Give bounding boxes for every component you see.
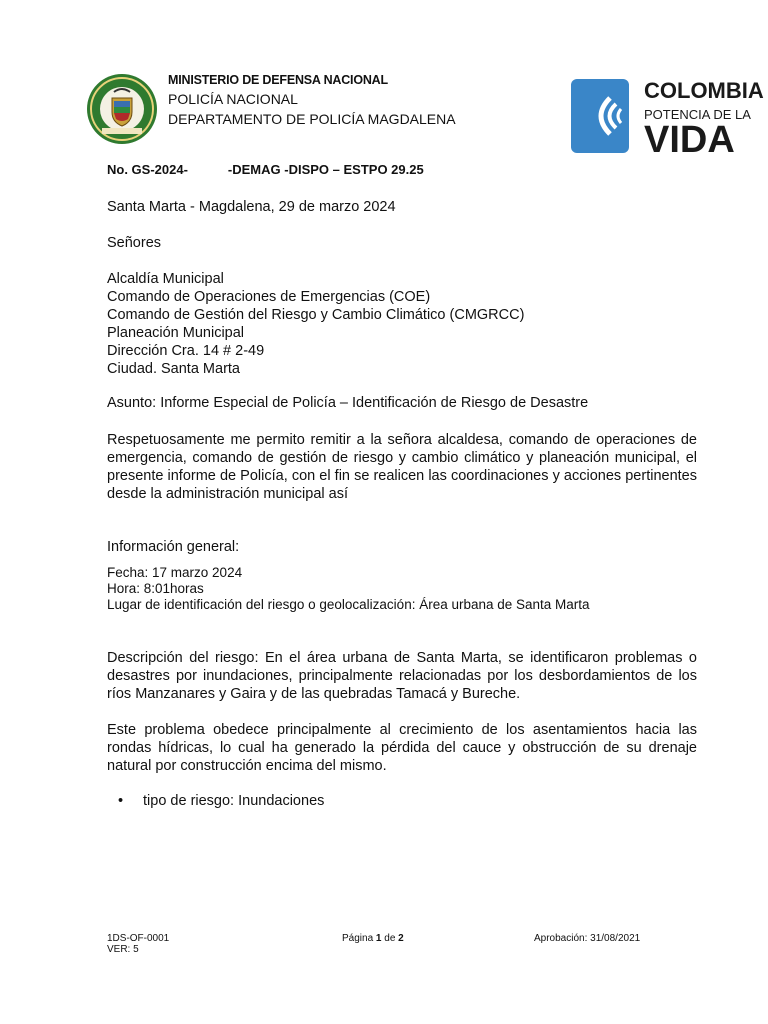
page-prefix: Página xyxy=(342,933,374,944)
logo-line-3: VIDA xyxy=(644,119,735,161)
general-info-title: Información general: xyxy=(107,539,240,555)
cause-paragraph: Este problema obedece principalmente al crecimiento de los asentamientos hacia las rondas hídricas, lo cual ha generado la pérdida del cauce y obstrucción de su drenaje natural por construcción encima del mismo. xyxy=(107,722,697,774)
recipient-line: Comando de Operaciones de Emergencias (COE) xyxy=(107,289,431,305)
info-date: Fecha: 17 marzo 2024 xyxy=(107,565,243,580)
police-seal xyxy=(84,72,160,146)
page-of: de xyxy=(384,933,396,944)
ref-code: -DEMAG -DISPO – ESTPO 29.25 xyxy=(227,162,424,177)
logo-line-2: POTENCIA DE LA xyxy=(644,107,751,122)
risk-type: tipo de riesgo: Inundaciones xyxy=(143,793,325,809)
approval-date: Aprobación: 31/08/2021 xyxy=(534,933,641,944)
page-current: 1 xyxy=(375,933,382,944)
colombia-potencia-logo xyxy=(570,76,764,161)
logo-line-1: COLOMBIA xyxy=(644,78,764,103)
intro-paragraph: Respetuosamente me permito remitir a la señora alcaldesa, comando de operaciones de emergencia, comando de gestión de riesgo y cambio climático y planeación municipal, el presente informe de Policía, con el fin se realicen las coordinaciones y acciones pertinentes desde la administración municipal así xyxy=(107,432,697,502)
ministry-name: MINISTERIO DE DEFENSA NACIONAL xyxy=(168,73,388,87)
form-code: 1DS-OF-0001 xyxy=(107,933,170,944)
recipients-block xyxy=(107,270,697,378)
recipient-line: Ciudad. Santa Marta xyxy=(107,361,240,377)
place-date: Santa Marta - Magdalena, 29 de marzo 2024 xyxy=(107,199,396,215)
reference-number xyxy=(107,162,424,177)
info-location: Lugar de identificación del riesgo o geolocalización: Área urbana de Santa Marta xyxy=(107,597,590,612)
footer-code-block xyxy=(107,933,169,955)
risk-description: Descripción del riesgo: En el área urbana de Santa Marta, se identificaron problemas o desastres por inundaciones, principalmente relacionadas por los desbordamientos de los ríos Manzanares y Gaira y de las quebradas Tamacá y Bureche. xyxy=(107,650,697,702)
page-indicator xyxy=(342,933,404,944)
bullet-icon: • xyxy=(118,793,124,809)
page-total: 2 xyxy=(398,933,404,944)
institution-name: POLICÍA NACIONAL xyxy=(168,91,298,107)
ref-number: No. GS-2024- xyxy=(107,162,188,177)
risk-type-item xyxy=(118,793,324,809)
recipient-line: Comando de Gestión del Riesgo y Cambio Climático (CMGRCC) xyxy=(107,307,525,323)
subject-line: Asunto: Informe Especial de Policía – Identificación de Riesgo de Desastre xyxy=(107,395,589,411)
recipient-line: Alcaldía Municipal xyxy=(107,271,224,287)
recipient-line: Dirección Cra. 14 # 2-49 xyxy=(107,343,265,359)
salutation: Señores xyxy=(107,235,162,251)
form-version: VER: 5 xyxy=(107,944,139,955)
recipient-line: Planeación Municipal xyxy=(107,325,245,341)
department-name: DEPARTAMENTO DE POLICÍA MAGDALENA xyxy=(168,111,456,127)
info-time: Hora: 8:01horas xyxy=(107,581,204,596)
general-info-block xyxy=(107,565,697,613)
